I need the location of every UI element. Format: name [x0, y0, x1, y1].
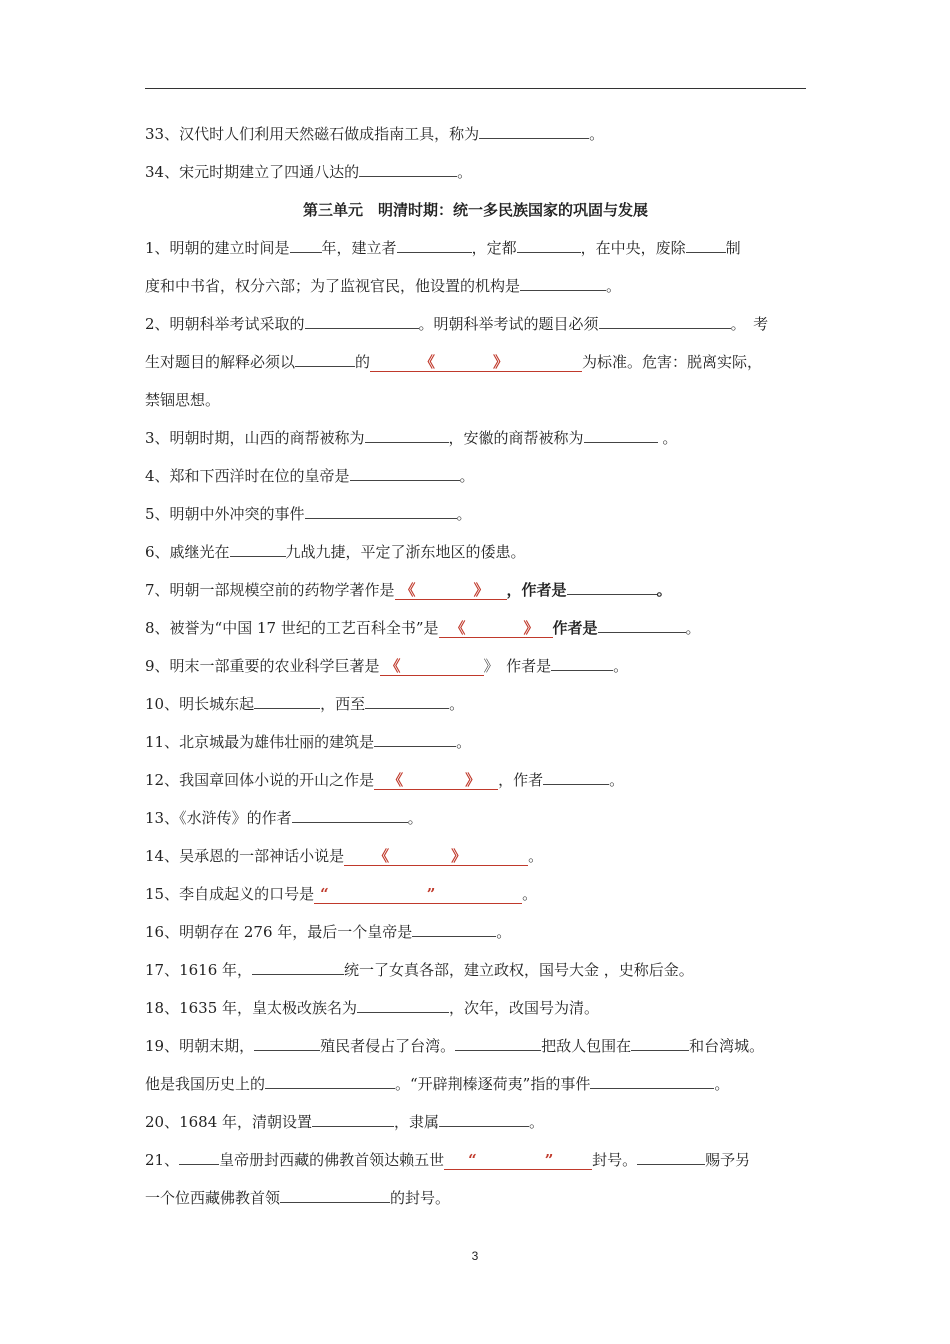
blank[interactable]: [357, 998, 449, 1013]
question-21: 21、 皇帝册封西藏的佛教首领达赖五世 “ ” 封号。 赐予另: [145, 1151, 751, 1169]
blank[interactable]: [359, 162, 457, 177]
blank[interactable]: [397, 238, 472, 253]
blank[interactable]: [520, 276, 606, 291]
book-blank[interactable]: 《 》: [439, 619, 553, 638]
book-blank[interactable]: 《: [380, 657, 484, 676]
blank[interactable]: [305, 314, 419, 329]
blank[interactable]: [584, 428, 658, 443]
question-1-cont: 度和中书省，权分六部；为了监视官民，他设置的机构是 。: [145, 277, 622, 295]
blank[interactable]: [312, 1112, 394, 1127]
page-number: 3: [471, 1249, 479, 1263]
question-14: 14、吴承恩的一部神话小说是 《 》 。: [145, 847, 544, 865]
blank[interactable]: [265, 1074, 395, 1089]
blank[interactable]: [599, 314, 731, 329]
book-blank[interactable]: 《 》: [370, 353, 582, 372]
book-blank[interactable]: 《 》: [344, 847, 528, 866]
blank[interactable]: [350, 466, 460, 481]
question-11: 11、北京城最为雄伟壮丽的建筑是 。: [145, 733, 472, 751]
book-blank[interactable]: 《 》: [395, 581, 507, 600]
question-2-cont2: 禁锢思想。: [145, 391, 221, 409]
question-16: 16、明朝存在 276 年，最后一个皇帝是 。: [145, 923, 512, 941]
question-12: 12、我国章回体小说的开山之作是 《 》 ，作者 。: [145, 771, 625, 789]
blank[interactable]: [365, 694, 449, 709]
quote-blank[interactable]: “ ”: [314, 885, 522, 904]
question-18: 18、1635 年，皇太极改族名为 ，次年，改国号为清。: [145, 999, 600, 1017]
question-9: 9、明末一部重要的农业科学巨著是 《 》 作者是 。: [145, 657, 629, 675]
question-21-cont: 一个位西藏佛教首领 的封号。: [145, 1189, 451, 1207]
blank[interactable]: [179, 1150, 219, 1165]
blank[interactable]: [543, 770, 609, 785]
blank[interactable]: [479, 124, 589, 139]
question-8: 8、被誉为“中国 17 世纪的工艺百科全书”是 《 》 作者是 。: [145, 619, 701, 637]
blank[interactable]: [305, 504, 457, 519]
section-title: 第三单元 明清时期：统一多民族国家的巩固与发展: [302, 201, 648, 219]
blank[interactable]: [230, 542, 286, 557]
question-34: 34、宋元时期建立了四通八达的 。: [145, 163, 473, 181]
blank[interactable]: [254, 1036, 320, 1051]
blank[interactable]: [365, 428, 449, 443]
question-19: 19、明朝末期， 殖民者侵占了台湾。 把敌人包围在 和台湾城。: [145, 1037, 765, 1055]
blank[interactable]: [292, 808, 408, 823]
blank[interactable]: [631, 1036, 689, 1051]
blank[interactable]: [686, 238, 726, 253]
blank[interactable]: [290, 238, 322, 253]
question-1: 1、明朝的建立时间是 年，建立者 ，定都 ，在中央，废除 制: [145, 239, 741, 257]
question-2-cont: 生对题目的解释必须以 的 《 》 为标准。危害：脱离实际，: [145, 353, 763, 371]
blank[interactable]: [412, 922, 496, 937]
blank[interactable]: [598, 618, 686, 633]
blank[interactable]: [637, 1150, 705, 1165]
blank[interactable]: [551, 656, 613, 671]
blank[interactable]: [280, 1188, 390, 1203]
question-20: 20、1684 年，清朝设置 ，隶属 。: [145, 1113, 545, 1131]
question-7: 7、明朝一部规模空前的药物学著作是 《 》 ，作者是 。: [145, 581, 672, 599]
blank[interactable]: [517, 238, 581, 253]
question-10: 10、明长城东起 ，西至 。: [145, 695, 465, 713]
header-rule: [145, 88, 806, 89]
question-6: 6、戚继光在 九战九捷，平定了浙东地区的倭患。: [145, 543, 526, 561]
blank[interactable]: [439, 1112, 529, 1127]
question-13: 13、《水浒传》的作者 。: [145, 809, 423, 827]
question-17: 17、1616 年， 统一了女真各部，建立政权，国号大金 ，史称后金。: [145, 961, 694, 979]
blank[interactable]: [252, 960, 344, 975]
blank[interactable]: [455, 1036, 541, 1051]
blank[interactable]: [295, 352, 355, 367]
question-33: 33、汉代时人们利用天然磁石做成指南工具，称为 。: [145, 125, 605, 143]
quote-blank[interactable]: “ ”: [444, 1151, 592, 1170]
blank[interactable]: [567, 580, 657, 595]
blank[interactable]: [254, 694, 320, 709]
question-4: 4、郑和下西洋时在位的皇帝是 。: [145, 467, 475, 485]
question-15: 15、李自成起义的口号是 “ ” 。: [145, 885, 538, 903]
question-3: 3、明朝时期，山西的商帮被称为 ，安徽的商帮被称为 。: [145, 429, 678, 447]
question-5: 5、明朝中外冲突的事件 。: [145, 505, 472, 523]
question-19-cont: 他是我国历史上的 。“开辟荆榛逐荷夷”指的事件 。: [145, 1075, 730, 1093]
book-blank[interactable]: 《 》: [374, 771, 498, 790]
question-2: 2、明朝科举考试采取的 。明朝科举考试的题目必须 。 考: [145, 315, 769, 333]
blank[interactable]: [374, 732, 456, 747]
blank[interactable]: [590, 1074, 714, 1089]
